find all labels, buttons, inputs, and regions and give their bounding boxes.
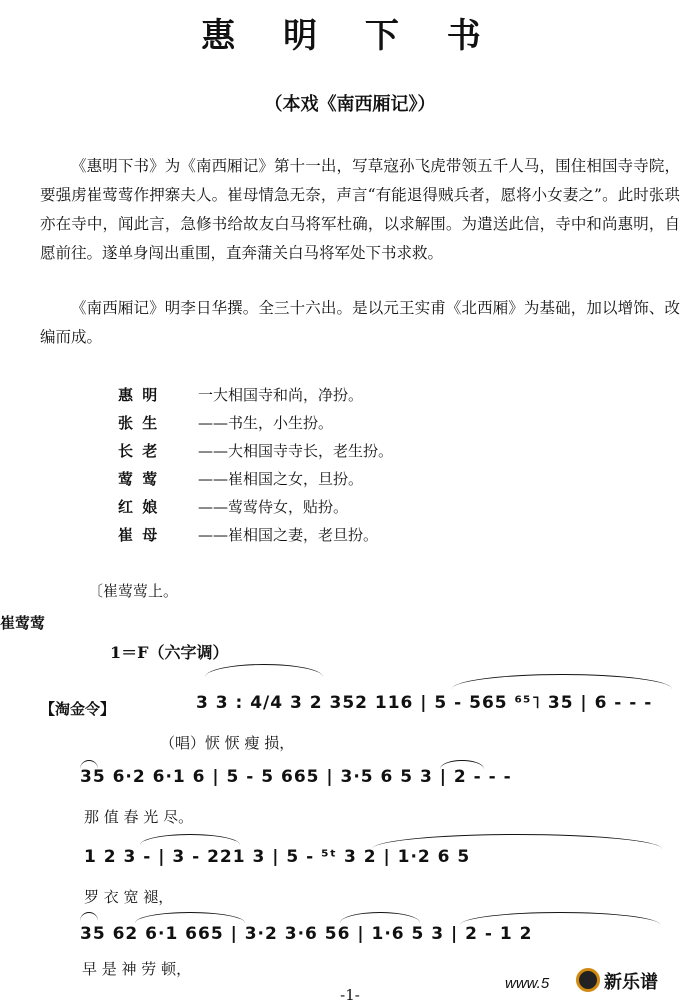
cast-desc: ——崔相国之妻，老旦扮。 [198, 526, 379, 544]
notation-line-2: 35 6·2 6·1 6 | 5 - 5 665 | 3·5 6 5 3 | 2 - - - [80, 767, 512, 787]
intro-paragraph: 《惠明下书》为《南西厢记》第十一出，写草寇孙飞虎带领五千人马，围住相国寺寺院，要强虏崔莺莺作押寨夫人。崔母情急无奈，声言“有能退得贼兵者，愿将小女妻之”。此时张珙亦在寺中，闻此言，急修书给故友白马将军杜确，以求解围。为遣送此信，寺中和尚惠明，自愿前往。遂单身闯出重围，直奔蒲关白马将军处下书求救。 [40, 157, 680, 262]
cast-name: 长 老 [118, 442, 160, 460]
slur-mark [452, 674, 672, 689]
watermark-logo [576, 968, 658, 994]
page-number: -1- [340, 986, 360, 1004]
cast-desc: ——崔相国之女，旦扮。 [198, 470, 364, 488]
lyric-line-1: （唱）恹 恹 瘦 损， [160, 734, 295, 752]
page-title: 惠 明 下 书 [201, 16, 499, 56]
lyric-line-4: 早 是 神 劳 顿， [82, 960, 192, 978]
cast-row [118, 408, 333, 438]
cast-row [118, 464, 363, 494]
source-paragraph: 《南西厢记》明李日华撰。全三十六出。是以元王实甫《北西厢》为基础，加以增饰、改编而成。 [40, 299, 680, 346]
cast-row [118, 520, 378, 550]
cast-name: 崔 母 [118, 526, 160, 544]
notation-line-3: 1 2 3 - | 3 - 221 3 | 5 - ⁵ᵗ 3 2 | 1·2 6 5 [84, 847, 471, 867]
slur-mark [205, 664, 323, 677]
cast-name: 张 生 [118, 414, 160, 432]
cast-name: 红 娘 [118, 498, 160, 516]
watermark-url: www.5 [505, 975, 550, 992]
stage-direction: 〔崔莺莺上。 [88, 582, 179, 600]
cast-row [118, 436, 393, 466]
cast-row [118, 380, 363, 410]
page-subtitle: （本戏《南西厢记》） [264, 94, 436, 115]
slur-mark [140, 834, 240, 845]
cast-desc: ——大相国寺寺长，老生扮。 [198, 442, 394, 460]
qupai-label: 【淘金令】 [40, 700, 116, 718]
cast-desc: ——莺莺侍女，贴扮。 [198, 498, 349, 516]
record-disc-icon [576, 968, 600, 992]
watermark-logo-text: 新乐谱 [604, 972, 658, 993]
notation-line-4: 35 62 6·1 665 | 3·2 3·6 56 | 1·6 5 3 | 2 - 1 2 [80, 924, 533, 944]
speaker-label: 崔莺莺 [0, 614, 46, 632]
slur-mark [135, 912, 245, 923]
slur-mark [80, 912, 98, 921]
slur-mark [340, 912, 420, 923]
cast-desc: 一大相国寺和尚，净扮。 [198, 386, 364, 404]
lyric-line-2: 那 值 春 光 尽。 [84, 808, 194, 826]
notation-line-1: 3 3 : 4/4 3 2 352 116 | 5 - 565 ⁶⁵˥ 35 | 6 - - - [196, 693, 653, 713]
key-signature: 1＝F（六字调） [110, 643, 229, 662]
cast-name: 莺 莺 [118, 470, 160, 488]
cast-desc: ——书生，小生扮。 [198, 414, 334, 432]
lyric-line-3: 罗 衣 宽 褪， [84, 888, 174, 906]
cast-name: 惠 明 [118, 386, 160, 404]
cast-row [118, 492, 348, 522]
